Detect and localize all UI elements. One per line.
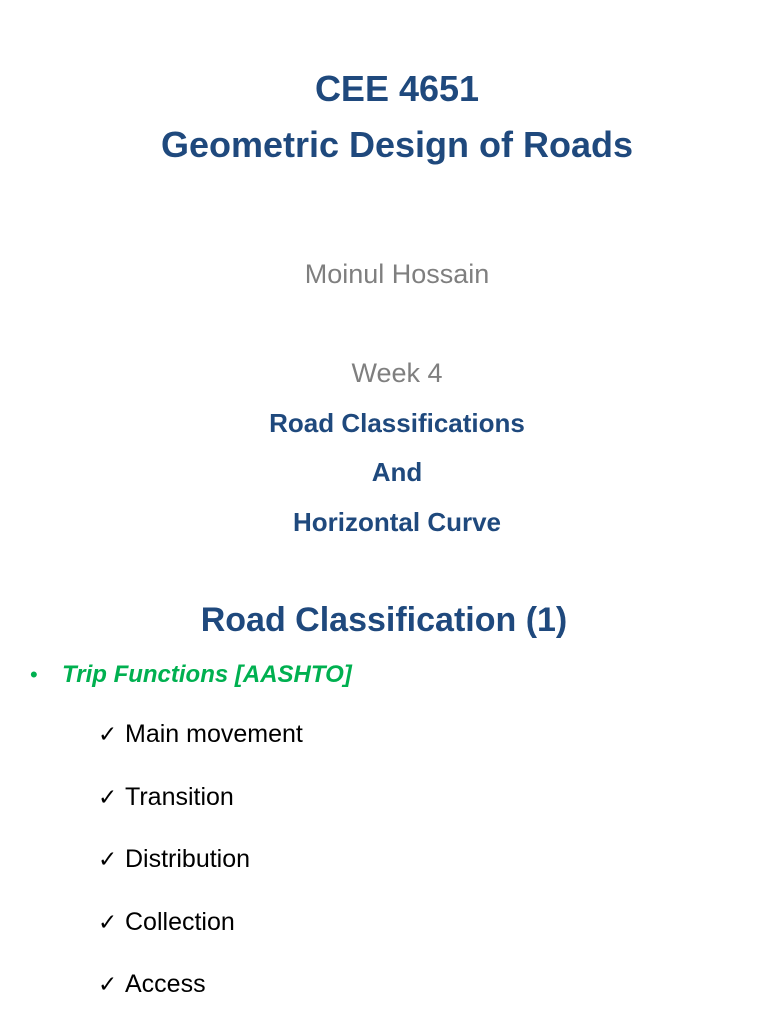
checkmark-icon: ✓	[98, 971, 118, 997]
author-name: Moinul Hossain	[304, 259, 490, 289]
week-label: Week 4	[351, 358, 443, 388]
course-code: CEE 4651	[314, 68, 480, 109]
slide-title: Road Classification (1)	[200, 601, 568, 639]
checkmark-icon: ✓	[98, 908, 118, 935]
topic-line-1: Road Classifications	[269, 408, 525, 438]
check-item-text: Transition	[125, 782, 234, 811]
bullet-item	[30, 660, 352, 690]
check-item-text: Distribution	[125, 845, 251, 873]
check-item-text: Access	[125, 970, 206, 998]
topic-line-2: And	[371, 457, 423, 487]
check-item	[98, 907, 303, 970]
check-item-text: Collection	[125, 907, 235, 936]
content-slide	[0, 580, 768, 1024]
check-list	[98, 719, 303, 1032]
check-item	[98, 969, 303, 1032]
checkmark-icon: ✓	[98, 846, 118, 872]
checkmark-icon: ✓	[98, 783, 118, 810]
bullet-text: Trip Functions [AASHTO]	[62, 661, 352, 688]
check-item-text: Main movement	[125, 720, 303, 748]
bullet-icon: •	[30, 662, 38, 687]
check-item	[98, 719, 303, 782]
checkmark-icon: ✓	[98, 721, 118, 747]
check-item	[98, 782, 303, 845]
check-item	[98, 844, 303, 907]
topic-line-3: Horizontal Curve	[292, 507, 502, 537]
course-title: Geometric Design of Roads	[160, 124, 634, 165]
